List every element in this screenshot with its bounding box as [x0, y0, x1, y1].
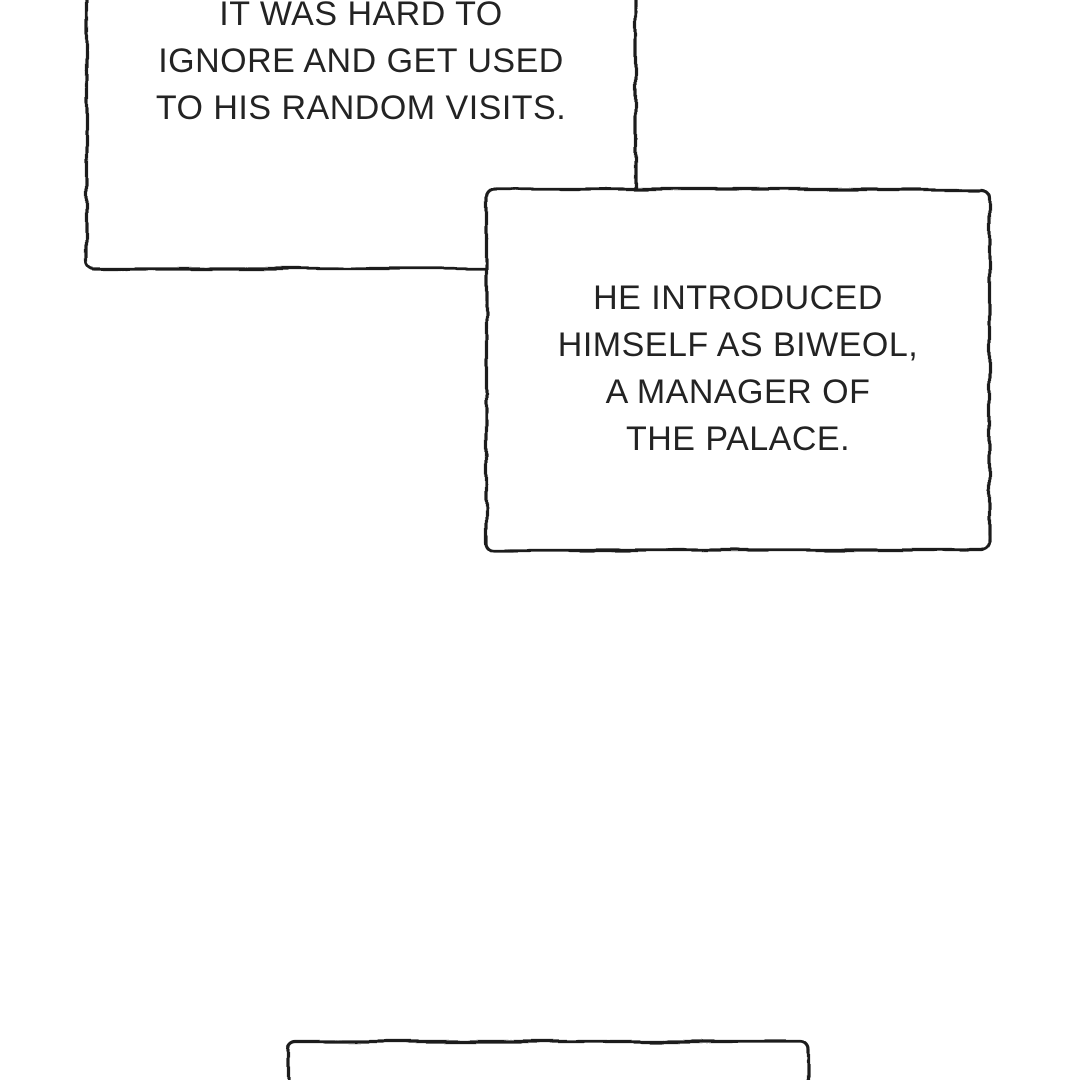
caption-text-middle-right [485, 275, 991, 463]
caption-line: IGNORE AND GET USED [158, 42, 564, 80]
caption-line: HE INTRODUCED [593, 279, 883, 317]
caption-line: IT WAS HARD TO [219, 0, 503, 33]
caption-line: THE PALACE. [625, 420, 851, 458]
caption-box-bottom-partial-border [289, 1042, 809, 1080]
caption-line: A MANAGER OF [605, 373, 871, 411]
caption-text-top-left [85, 0, 637, 132]
caption-line: TO HIS RANDOM VISITS. [155, 89, 567, 127]
caption-line: HIMSELF AS BIWEOL, [557, 326, 919, 364]
